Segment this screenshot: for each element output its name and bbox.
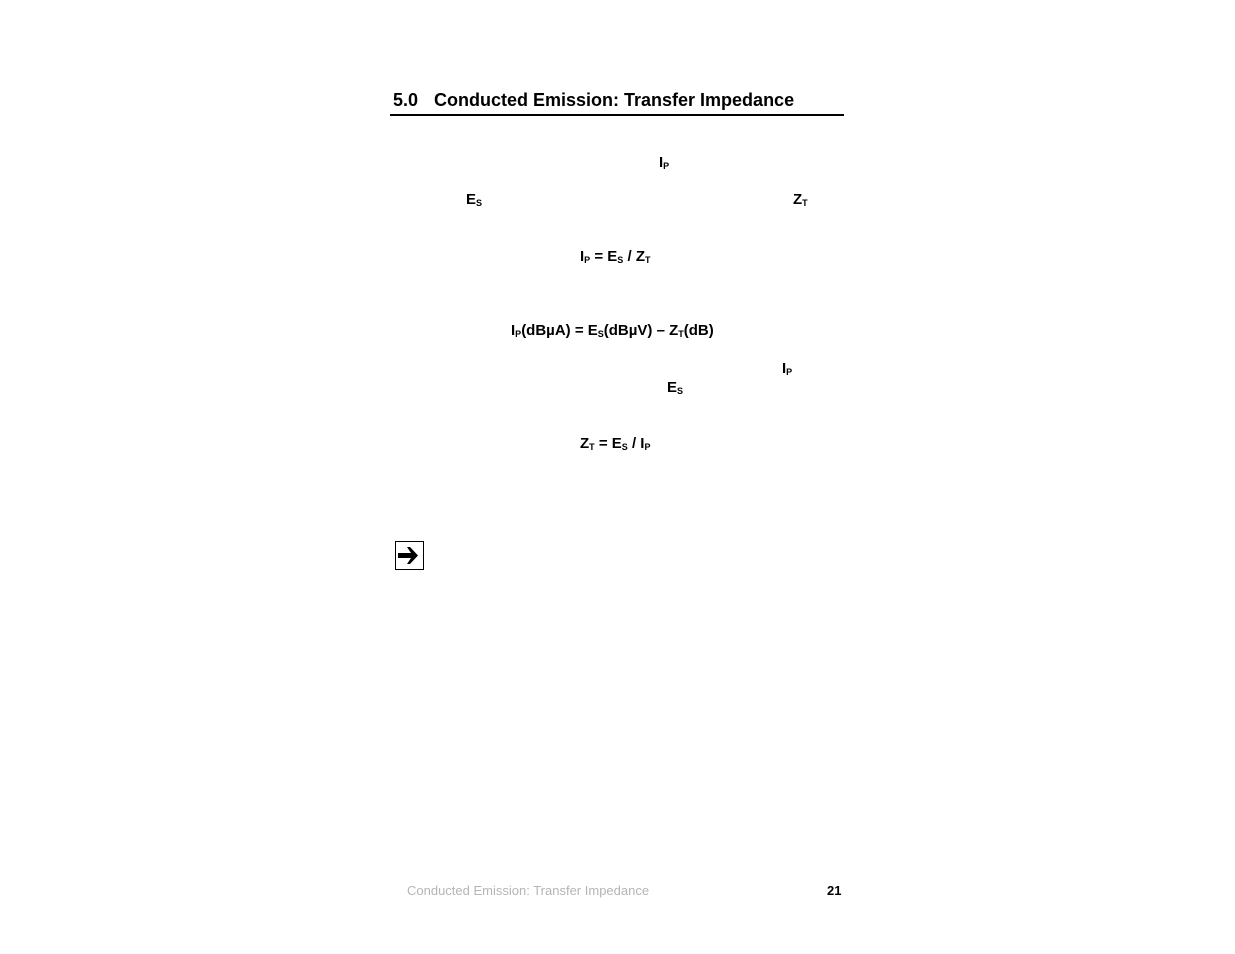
eq1-part-c: / Z [623, 248, 645, 265]
eq3-sub-b: S [621, 442, 628, 452]
label-zt-right-sub: T [802, 198, 808, 208]
equation-ip-es-zt [580, 248, 650, 266]
label-ip-top-sub: P [663, 161, 670, 171]
label-ip-top [659, 154, 669, 172]
label-es-mid-sub: S [677, 386, 684, 396]
label-ip-mid-main: I [782, 360, 787, 377]
eq1-sub-c: T [644, 255, 651, 265]
right-arrow-icon-graphic [396, 542, 423, 569]
eq3-part-b: = E [594, 435, 622, 452]
eq2-part-d: (dB) [683, 322, 714, 339]
label-es-left-main: E [466, 191, 477, 208]
section-title: Conducted Emission: Transfer Impedance [434, 90, 795, 110]
right-arrow-icon [395, 541, 424, 570]
label-ip-mid [782, 360, 792, 378]
section-heading [393, 89, 794, 111]
eq1-sub-a: P [584, 255, 591, 265]
eq3-sub-c: P [644, 442, 651, 452]
section-number: 5.0 [393, 90, 419, 110]
label-es-left-sub: S [476, 198, 483, 208]
eq1-part-b: = E [590, 248, 618, 265]
eq1-sub-b: S [617, 255, 624, 265]
eq2-part-a: I [511, 322, 516, 339]
footer-title: Conducted Emission: Transfer Impedance [407, 883, 650, 898]
eq2-part-c: (dBµV) – Z [603, 322, 679, 339]
eq3-part-a: Z [580, 435, 590, 452]
eq3-sub-a: T [589, 442, 595, 452]
label-ip-top-main: I [659, 154, 664, 171]
label-ip-mid-sub: P [786, 367, 793, 377]
eq2-sub-c: T [678, 329, 684, 339]
label-es-mid-main: E [667, 379, 678, 396]
eq2-sub-a: P [515, 329, 522, 339]
eq2-part-b: (dBµA) = E [521, 322, 598, 339]
label-zt-right [793, 191, 808, 209]
label-es-left [466, 191, 482, 209]
eq2-sub-b: S [597, 329, 604, 339]
equation-db-form [511, 322, 714, 340]
label-es-mid [667, 379, 683, 397]
page-number: 21 [827, 883, 842, 898]
eq3-part-c: / I [627, 435, 645, 452]
eq1-part-a: I [580, 248, 585, 265]
equation-zt-es-ip [580, 435, 650, 453]
heading-underline [390, 114, 844, 116]
label-zt-right-main: Z [793, 191, 803, 208]
